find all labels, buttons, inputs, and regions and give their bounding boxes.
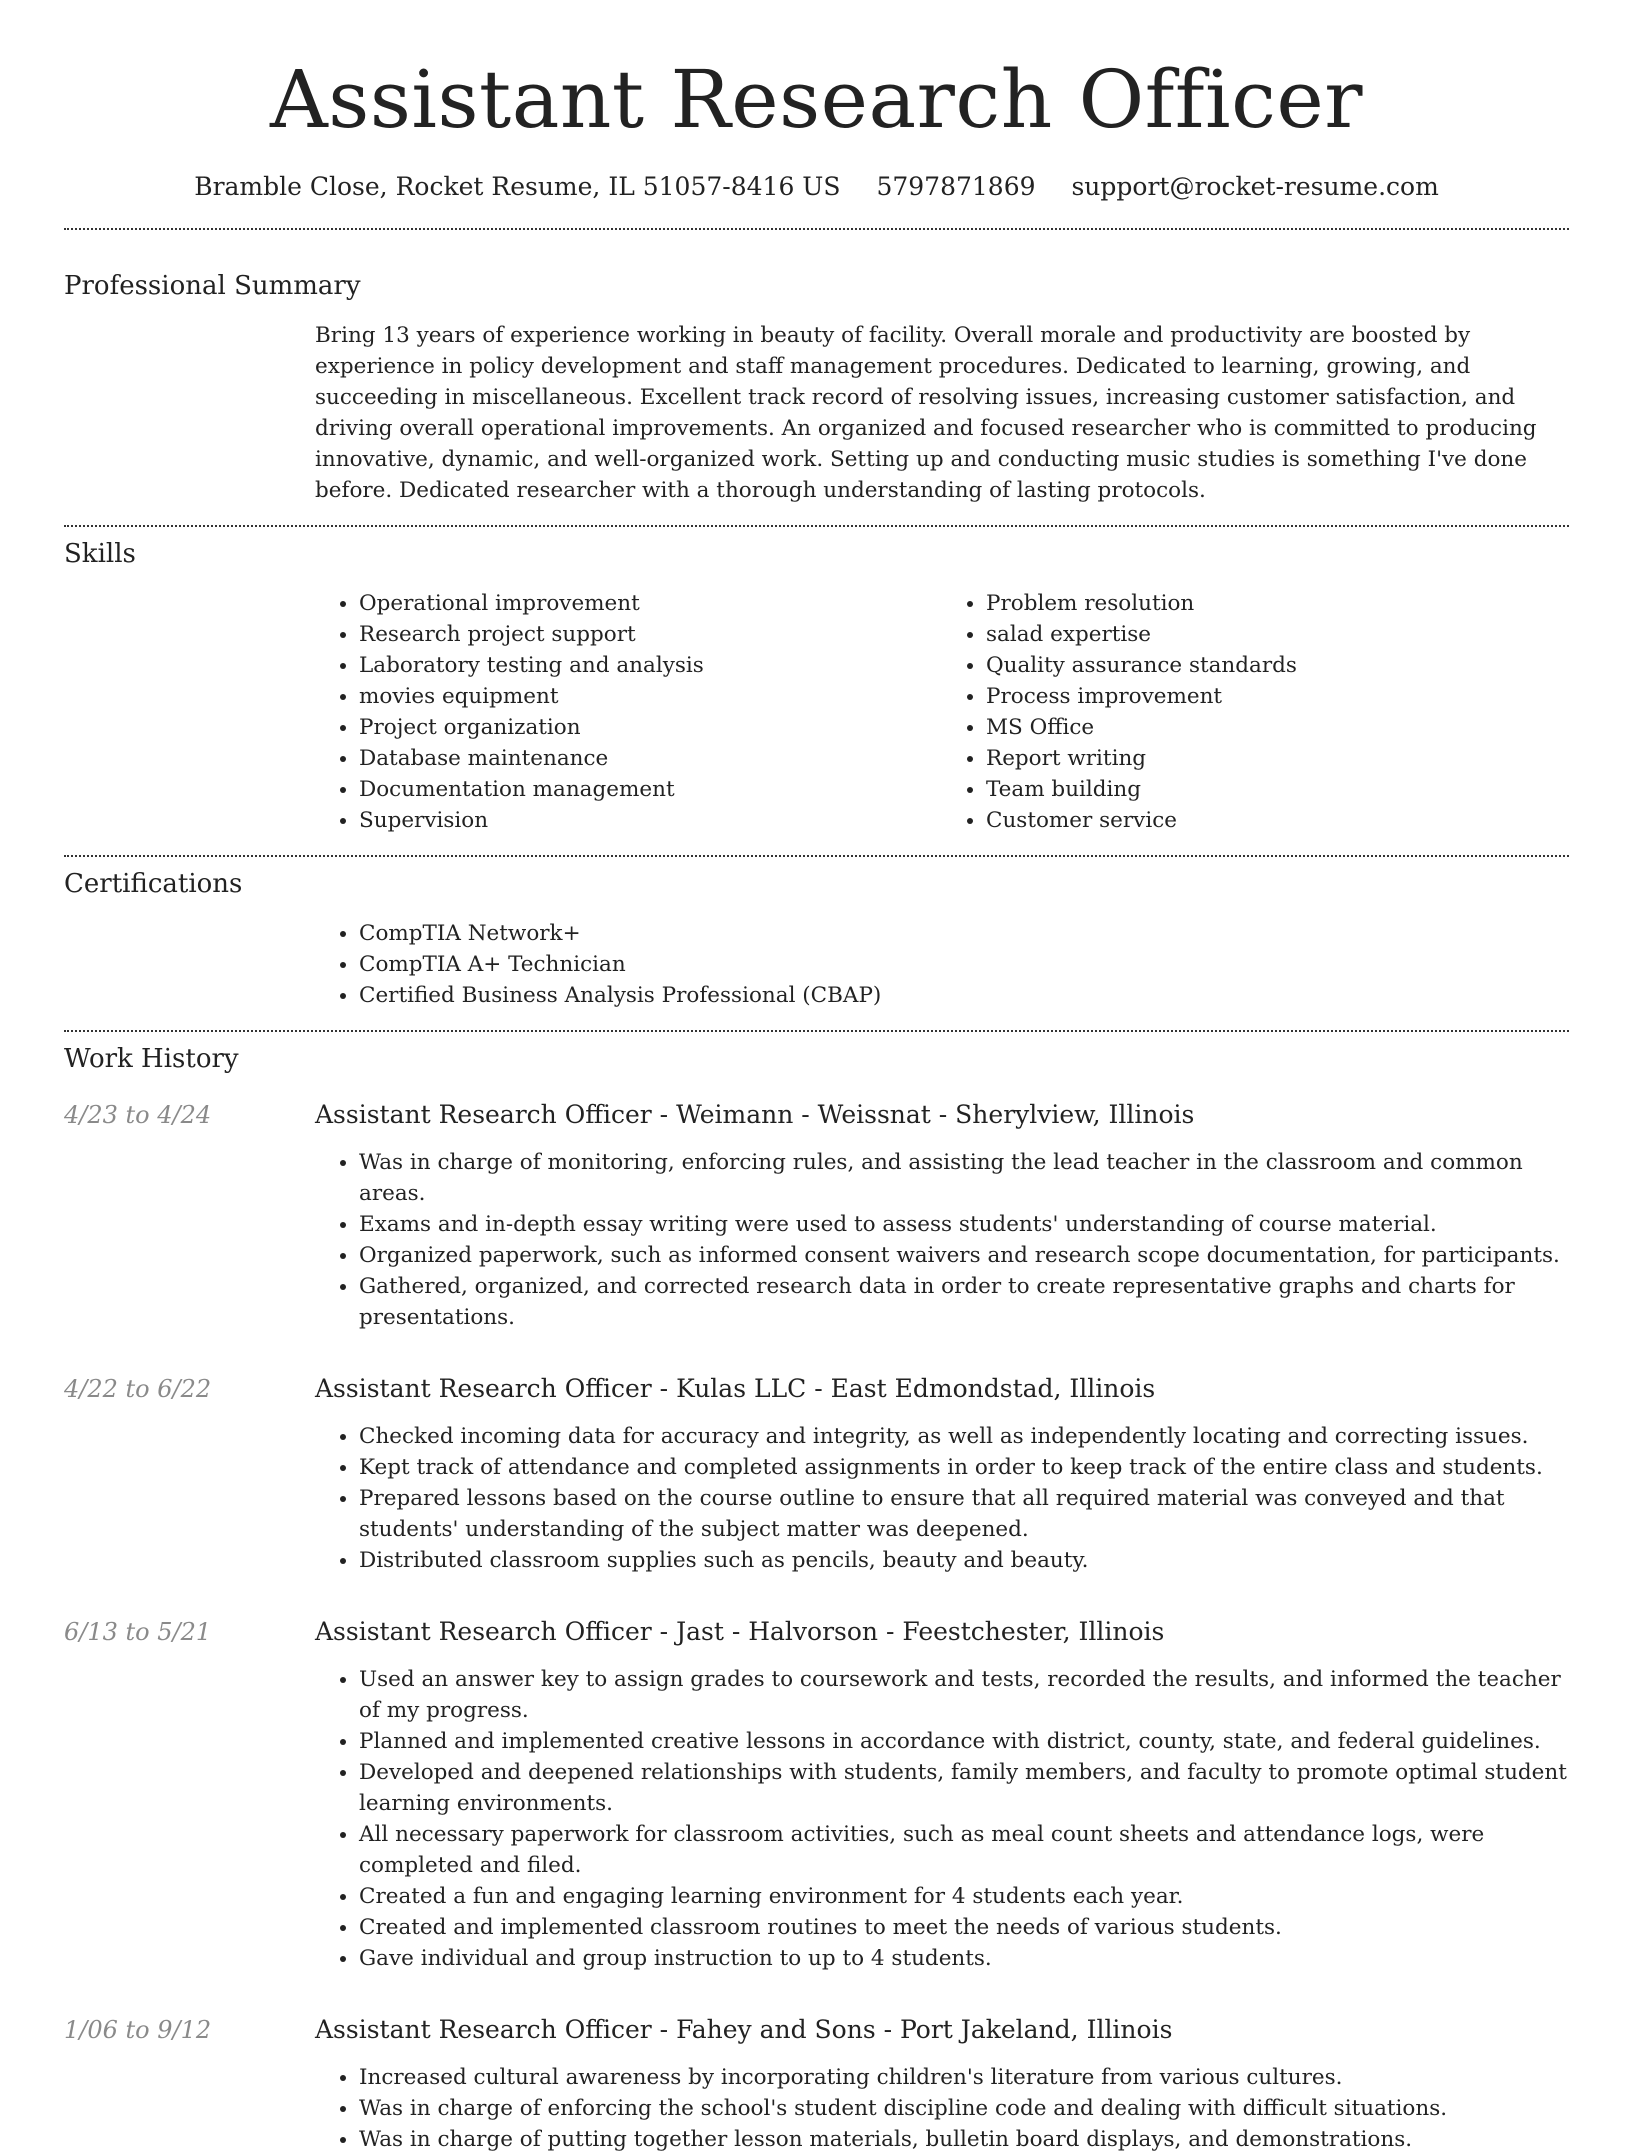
job-entry bbox=[64, 1099, 1569, 1333]
certification-item: • Certified Business Analysis Professional (CBAP) bbox=[359, 980, 1569, 1011]
divider bbox=[64, 228, 1569, 230]
divider bbox=[64, 1030, 1569, 1032]
job-bullet: • Organized paperwork, such as informed consent waivers and research scope documentation, for participants. bbox=[359, 1240, 1569, 1271]
summary-section bbox=[315, 320, 1569, 506]
skill-item: • Quality assurance standards bbox=[986, 650, 1569, 681]
summary-text: Bring 13 years of experience working in beauty of facility. Overall morale and productivity are boosted by experience in policy development and staff management procedures. Dedicated to learning, growing, and succeeding in miscellaneous. Excellent track record of resolving issues, increasing customer satisfaction, and driving overall operational improvements. An organized and focused researcher who is committed to producing innovative, dynamic, and well-organized work. Setting up and conducting music studies is something I've done before. Dedicated researcher with a thorough understanding of lasting protocols. bbox=[315, 323, 1537, 503]
skill-item: • Research project support bbox=[359, 619, 942, 650]
skills-list-left bbox=[315, 588, 942, 836]
job-bullet: • Prepared lessons based on the course outline to ensure that all required material was conveyed and that students' understanding of the subject matter was deepened. bbox=[359, 1483, 1569, 1545]
job-title: Assistant Research Officer - Weimann - Weissnat - Sherylview, Illinois bbox=[315, 1100, 1195, 1129]
skill-item: • Customer service bbox=[986, 805, 1569, 836]
section-title-skills: Skills bbox=[64, 539, 136, 569]
divider bbox=[64, 525, 1569, 527]
certification-item: • CompTIA A+ Technician bbox=[359, 949, 1569, 980]
skills-list-right bbox=[942, 588, 1569, 836]
job-bullet: • Checked incoming data for accuracy and integrity, as well as independently locating and correcting issues. bbox=[359, 1421, 1569, 1452]
contact-phone: 5797871869 bbox=[876, 172, 1036, 201]
certifications-section bbox=[315, 918, 1569, 1011]
skill-item: • Supervision bbox=[359, 805, 942, 836]
job-bullet: • Gave individual and group instruction to up to 4 students. bbox=[359, 1943, 1569, 1974]
skill-item: • Report writing bbox=[986, 743, 1569, 774]
job-bullet: • Gathered, organized, and corrected research data in order to create representative graphs and charts for presentations. bbox=[359, 1271, 1569, 1333]
job-bullet: • Increased cultural awareness by incorporating children's literature from various cultures. bbox=[359, 2062, 1569, 2093]
skill-item: • Laboratory testing and analysis bbox=[359, 650, 942, 681]
skill-item: • Process improvement bbox=[986, 681, 1569, 712]
job-bullet: • Used an answer key to assign grades to coursework and tests, recorded the results, and informed the teacher of my progress. bbox=[359, 1664, 1569, 1726]
skill-item: • salad expertise bbox=[986, 619, 1569, 650]
section-title-certifications: Certifications bbox=[64, 869, 243, 899]
resume-name: Assistant Research Officer bbox=[270, 53, 1363, 146]
job-title: Assistant Research Officer - Jast - Halvorson - Feestchester, Illinois bbox=[315, 1617, 1165, 1646]
job-bullet: • All necessary paperwork for classroom activities, such as meal count sheets and attendance logs, were completed and filed. bbox=[359, 1819, 1569, 1881]
job-bullets bbox=[315, 1664, 1569, 1974]
skill-item: • Problem resolution bbox=[986, 588, 1569, 619]
job-dates: 1/06 to 9/12 bbox=[64, 2016, 212, 2044]
job-title: Assistant Research Officer - Kulas LLC - East Edmondstad, Illinois bbox=[315, 1374, 1156, 1403]
job-bullet: • Was in charge of putting together lesson materials, bulletin board displays, and demonstrations. bbox=[359, 2124, 1569, 2155]
job-bullet: • Exams and in-depth essay writing were used to assess students' understanding of course material. bbox=[359, 1209, 1569, 1240]
job-bullet: • Created a fun and engaging learning environment for 4 students each year. bbox=[359, 1881, 1569, 1912]
job-entry bbox=[64, 1616, 1569, 1974]
job-entry bbox=[64, 1373, 1569, 1576]
job-bullet: • Developed and deepened relationships with students, family members, and faculty to promote optimal student learning environments. bbox=[359, 1757, 1569, 1819]
skill-item: • Team building bbox=[986, 774, 1569, 805]
job-dates: 4/23 to 4/24 bbox=[64, 1101, 212, 1129]
job-entry bbox=[64, 2014, 1569, 2155]
resume-page bbox=[64, 0, 1569, 2155]
job-bullet: • Distributed classroom supplies such as pencils, beauty and beauty. bbox=[359, 1545, 1569, 1576]
section-title-work-history: Work History bbox=[64, 1044, 239, 1074]
skill-item: • Documentation management bbox=[359, 774, 942, 805]
job-bullet: • Was in charge of enforcing the school's student discipline code and dealing with difficult situations. bbox=[359, 2093, 1569, 2124]
skill-item: • Project organization bbox=[359, 712, 942, 743]
job-bullets bbox=[315, 1147, 1569, 1333]
job-bullets bbox=[315, 2062, 1569, 2155]
certification-item: • CompTIA Network+ bbox=[359, 918, 1569, 949]
job-title: Assistant Research Officer - Fahey and Sons - Port Jakeland, Illinois bbox=[315, 2015, 1173, 2044]
skill-item: • MS Office bbox=[986, 712, 1569, 743]
job-dates: 6/13 to 5/21 bbox=[64, 1618, 212, 1646]
skill-item: • movies equipment bbox=[359, 681, 942, 712]
skill-item: • Operational improvement bbox=[359, 588, 942, 619]
job-bullets bbox=[315, 1421, 1569, 1576]
section-title-summary: Professional Summary bbox=[64, 271, 361, 301]
job-bullet: • Was in charge of monitoring, enforcing rules, and assisting the lead teacher in the classroom and common areas. bbox=[359, 1147, 1569, 1209]
contact-address: Bramble Close, Rocket Resume, IL 51057-8416 US bbox=[194, 172, 841, 201]
job-bullet: • Created and implemented classroom routines to meet the needs of various students. bbox=[359, 1912, 1569, 1943]
job-dates: 4/22 to 6/22 bbox=[64, 1375, 212, 1403]
skills-section bbox=[315, 588, 1569, 836]
job-bullet: • Kept track of attendance and completed assignments in order to keep track of the entire class and students. bbox=[359, 1452, 1569, 1483]
skill-item: • Database maintenance bbox=[359, 743, 942, 774]
divider bbox=[64, 855, 1569, 857]
job-bullet: • Planned and implemented creative lessons in accordance with district, county, state, and federal guidelines. bbox=[359, 1726, 1569, 1757]
contact-line bbox=[64, 168, 1569, 206]
certifications-list bbox=[315, 918, 1569, 1011]
contact-email: support@rocket-resume.com bbox=[1071, 172, 1439, 201]
